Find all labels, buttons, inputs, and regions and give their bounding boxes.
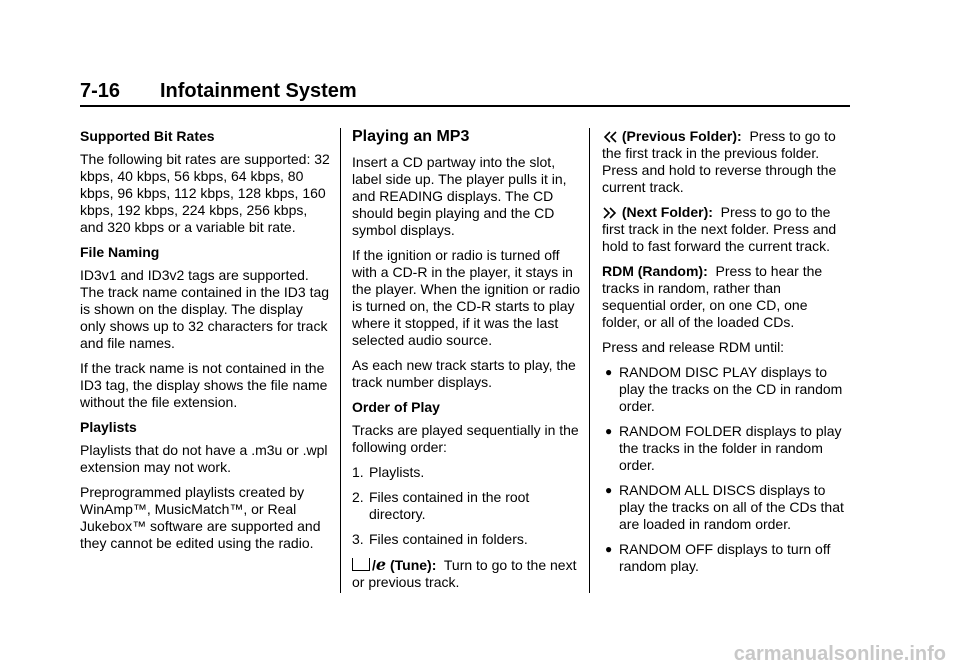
naming-text: ID3v1 and ID3v2 tags are supported. The track name contained in the ID3 tag is shown on the display. The display only shows up to 32 characters for track and file names. (80, 267, 330, 351)
double-chevron-left-icon (602, 131, 618, 143)
bitrates-text: The following bit rates are supported: 32 kbps, 40 kbps, 56 kbps, 64 kbps, 80 kbps, 96 kbps, 112 kbps, 128 kbps, 160 kbps, 192 kbps, 224 kbps, 256 kbps, and 320 kbps or a variable bit rate. (80, 151, 330, 235)
watermark: carmanualsonline.info (733, 643, 946, 665)
prev-folder-text: Press to go to the first track in the previous folder. Press and hold to reverse through the current track. (602, 128, 837, 195)
column-divider (589, 128, 590, 593)
list-item: ● RANDOM OFF displays to turn off random play. (605, 541, 831, 574)
page-number: 7-16 (80, 80, 121, 102)
tune-knob-icon (352, 558, 370, 571)
prev-folder-label: (Previous Folder): (621, 128, 742, 144)
column-middle (352, 128, 582, 599)
naming-text: If the track name is not contained in the ID3 tag, the display shows the file name without the file extension. (80, 360, 328, 410)
column-left (80, 128, 330, 560)
double-chevron-right-icon (602, 207, 618, 219)
page-header (80, 78, 850, 107)
bullet-icon: ● (605, 424, 613, 438)
bullet-icon: ● (605, 542, 613, 556)
next-folder-text: Press to go to the first track in the next folder. Press and hold to fast forward the current track. (602, 204, 837, 254)
tune-paragraph (352, 556, 582, 591)
list-item: 2. Files contained in the root directory. (352, 489, 530, 522)
tune-label: (Tune): (389, 557, 437, 573)
bullet-icon: ● (605, 365, 613, 379)
list-item: ● RANDOM DISC PLAY displays to play the tracks on the CD in random order. (605, 364, 843, 414)
bitrates-heading: Supported Bit Rates (80, 128, 215, 144)
list-item: ● RANDOM ALL DISCS displays to play the tracks on all of the CDs that are loaded in random order. (605, 482, 844, 532)
next-folder-paragraph (602, 204, 847, 255)
rdm-paragraph (602, 263, 847, 331)
playlists-heading: Playlists (80, 419, 137, 435)
list-item: 3. Files contained in folders. (352, 531, 528, 547)
list-item: ● RANDOM FOLDER displays to play the tracks in the folder in random order. (605, 423, 842, 473)
chapter-title: Infotainment System (160, 80, 357, 102)
playlists-text: Preprogrammed playlists created by WinAmp™, MusicMatch™, or Real Jukebox™ software are supported and they cannot be edited using the radio. (80, 484, 321, 551)
bullet-icon: ● (605, 483, 613, 497)
rdm-label: RDM (Random): (602, 263, 708, 279)
order-list (352, 464, 582, 548)
tune-text: Turn to go to the next or previous track. (352, 557, 577, 590)
naming-heading: File Naming (80, 244, 160, 260)
order-heading: Order of Play (352, 399, 440, 415)
section-title: Playing an MP3 (352, 128, 470, 145)
list-item: 1. Playlists. (352, 464, 425, 480)
rdm-list (602, 364, 847, 575)
tune-slash: / (372, 557, 376, 573)
prev-folder-paragraph (602, 128, 847, 196)
e-icon: e (375, 555, 387, 574)
column-right (602, 128, 847, 583)
mp3-text: Insert a CD partway into the slot, label side up. The player pulls it in, and READING displays. The CD should begin playing and the CD symbol displays. (352, 154, 567, 238)
next-folder-label: (Next Folder): (621, 204, 713, 220)
rdm-text: Press to hear the tracks in random, rather than sequential order, on one CD, one folder, or all of the loaded CDs. (602, 263, 823, 330)
rdm-intro: Press and release RDM until: (602, 339, 785, 355)
mp3-text: As each new track starts to play, the track number displays. (352, 357, 576, 390)
order-text: Tracks are played sequentially in the following order: (352, 422, 579, 455)
mp3-text: If the ignition or radio is turned off with a CD-R in the player, it stays in the player. When the ignition or radio is turned on, the CD-R starts to play where it stopped, if it was the last selected audio source. (352, 247, 581, 348)
playlists-text: Playlists that do not have a .m3u or .wpl extension may not work. (80, 442, 328, 475)
column-divider (340, 128, 341, 593)
